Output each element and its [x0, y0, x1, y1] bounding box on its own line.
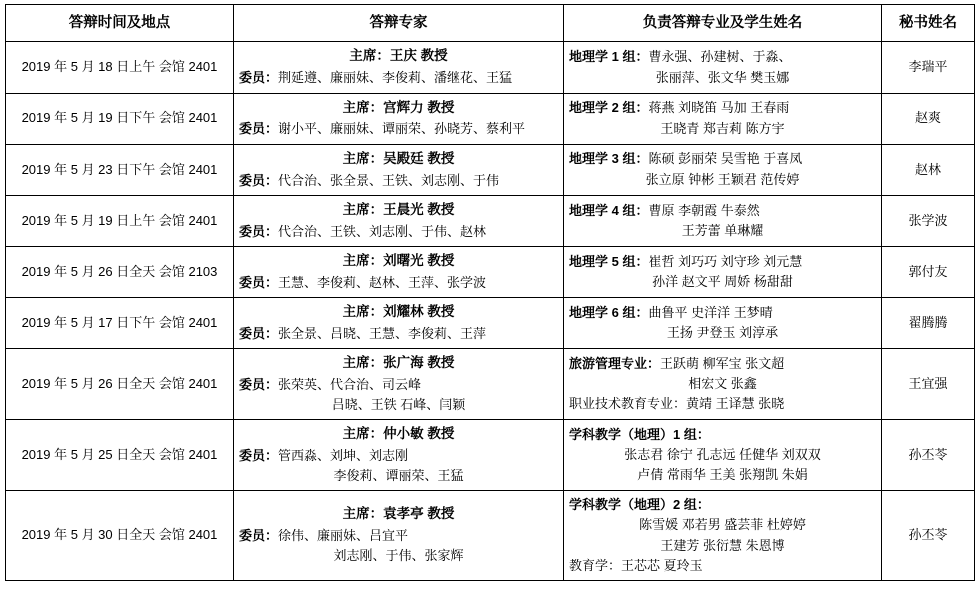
table-body — [6, 42, 975, 580]
members-names: 徐伟、廉丽妹、吕宜平 — [278, 528, 409, 544]
major-student-line: 陈雪媛 邓若男 盛芸菲 杜婷婷 — [639, 517, 806, 533]
members-label: 委员： — [239, 447, 279, 463]
cell-time: 2019 年 5 月 30 日全天 会馆 2401 — [6, 491, 234, 581]
expert-members — [239, 222, 558, 242]
expert-members — [239, 324, 558, 344]
expert-chair: 主席：宫辉力 教授 — [342, 99, 455, 115]
cell-experts — [234, 348, 564, 419]
members-label: 委员： — [239, 223, 279, 239]
cell-major — [564, 93, 882, 144]
table-row — [6, 491, 975, 581]
cell-experts — [234, 246, 564, 297]
cell-experts — [234, 93, 564, 144]
cell-major — [564, 420, 882, 491]
expert-chair: 主席：张广海 教授 — [342, 354, 455, 370]
members-names: 代合治、张全景、王铁、刘志刚、于伟 — [278, 172, 500, 188]
major-student-line: 孙洋 赵文平 周娇 杨甜甜 — [652, 273, 793, 289]
major-group-label: 地理学 3 组： — [569, 151, 649, 167]
cell-secretary: 孙丕苓 — [882, 420, 975, 491]
major-extra-line — [569, 556, 876, 576]
cell-experts — [234, 144, 564, 195]
members-names: 谢小平、廉丽妹、谭丽荣、孙晓芳、蔡利平 — [278, 121, 526, 137]
members-label: 委员： — [239, 70, 279, 86]
expert-members — [239, 446, 558, 466]
major-students-inline: 王跃萌 柳军宝 张文超 — [660, 355, 785, 371]
column-header-secretary: 秘书姓名 — [882, 5, 975, 42]
cell-time: 2019 年 5 月 26 日全天 会馆 2103 — [6, 246, 234, 297]
major-students-inline: 陈硕 彭丽荣 吴雪艳 于喜凤 — [648, 151, 803, 167]
major-student-line: 王芳蕾 单琳耀 — [681, 222, 764, 238]
table-row — [6, 420, 975, 491]
major-extra-line — [569, 394, 876, 414]
major-group-label: 地理学 4 组： — [569, 202, 649, 218]
major-first-line — [569, 149, 876, 169]
expert-chair: 主席：仲小敏 教授 — [342, 426, 455, 442]
column-header-major: 负责答辩专业及学生姓名 — [564, 5, 882, 42]
members-names: 代合治、王铁、刘志刚、于伟、赵林 — [278, 223, 487, 239]
members-label: 委员： — [239, 172, 279, 188]
cell-experts — [234, 491, 564, 581]
major-student-line: 王扬 尹登玉 刘淳承 — [666, 324, 779, 340]
cell-major — [564, 42, 882, 93]
major-first-line — [569, 201, 876, 221]
cell-major — [564, 297, 882, 348]
cell-major — [564, 491, 882, 581]
major-first-line — [569, 495, 876, 515]
expert-chair: 主席：袁孝亭 教授 — [342, 506, 455, 522]
major-student-line: 卢倩 常雨华 王美 张翔凯 朱娟 — [637, 467, 808, 483]
expert-members — [239, 119, 558, 139]
expert-chair: 主席：王晨光 教授 — [342, 201, 455, 217]
table-row — [6, 348, 975, 419]
major-extra-label: 教育学： — [569, 557, 622, 573]
major-first-line — [569, 354, 876, 374]
major-students-inline: 曹永强、孙建树、于淼、 — [648, 49, 792, 65]
major-first-line — [569, 98, 876, 118]
cell-major — [564, 348, 882, 419]
major-student-line: 相宏文 张鑫 — [688, 375, 757, 391]
cell-time: 2019 年 5 月 23 日下午 会馆 2401 — [6, 144, 234, 195]
cell-major — [564, 144, 882, 195]
expert-members-extra-line: 刘志刚、于伟、张家辉 — [333, 548, 464, 564]
column-header-time: 答辩时间及地点 — [6, 5, 234, 42]
cell-secretary: 赵林 — [882, 144, 975, 195]
members-label: 委员： — [239, 528, 279, 544]
major-group-label: 地理学 1 组： — [569, 49, 649, 65]
major-student-line: 张立原 钟彬 王颖君 范传婷 — [645, 171, 800, 187]
cell-secretary: 李瑞平 — [882, 42, 975, 93]
cell-secretary: 孙丕苓 — [882, 491, 975, 581]
members-names: 管西淼、刘坤、刘志刚 — [278, 447, 409, 463]
major-extra-label: 职业技术教育专业： — [569, 396, 687, 412]
expert-chair: 主席：吴殿廷 教授 — [342, 150, 455, 166]
members-names: 王慧、李俊莉、赵林、王萍、张学波 — [278, 274, 487, 290]
members-label: 委员： — [239, 274, 279, 290]
cell-experts — [234, 42, 564, 93]
expert-members — [239, 171, 558, 191]
members-names: 张全景、吕晓、王慧、李俊莉、王萍 — [278, 325, 487, 341]
major-student-line: 王晓青 郑吉莉 陈方宇 — [660, 120, 785, 136]
members-names: 张荣英、代合治、司云峰 — [278, 376, 422, 392]
cell-experts — [234, 195, 564, 246]
cell-secretary: 郭付友 — [882, 246, 975, 297]
cell-major — [564, 195, 882, 246]
cell-time: 2019 年 5 月 17 日下午 会馆 2401 — [6, 297, 234, 348]
major-group-label: 学科教学（地理）1 组： — [569, 426, 710, 442]
expert-chair: 主席：刘耀林 教授 — [342, 303, 455, 319]
cell-secretary: 王宜强 — [882, 348, 975, 419]
major-group-label: 学科教学（地理）2 组： — [569, 497, 710, 513]
major-students-inline: 崔哲 刘巧巧 刘守珍 刘元慧 — [648, 253, 803, 269]
major-extra-students: 黄靖 王译慧 张晓 — [686, 396, 785, 412]
major-student-line: 张丽萍、张文华 樊玉娜 — [655, 69, 790, 85]
expert-chair: 主席：刘曙光 教授 — [342, 252, 455, 268]
expert-members — [239, 68, 558, 88]
major-group-label: 地理学 2 组： — [569, 100, 649, 116]
cell-time: 2019 年 5 月 19 日下午 会馆 2401 — [6, 93, 234, 144]
cell-time: 2019 年 5 月 19 日上午 会馆 2401 — [6, 195, 234, 246]
major-students-inline: 曹原 李朝霞 牛泰然 — [648, 202, 760, 218]
table-row — [6, 195, 975, 246]
cell-secretary: 赵爽 — [882, 93, 975, 144]
major-student-line: 王建芳 张衍慧 朱恩博 — [660, 537, 785, 553]
table-row — [6, 297, 975, 348]
cell-time: 2019 年 5 月 18 日上午 会馆 2401 — [6, 42, 234, 93]
table-row — [6, 144, 975, 195]
members-label: 委员： — [239, 325, 279, 341]
table-row — [6, 246, 975, 297]
table-row — [6, 93, 975, 144]
cell-major — [564, 246, 882, 297]
major-first-line — [569, 303, 876, 323]
major-students-inline: 蒋燕 刘晓笛 马加 王春雨 — [648, 100, 790, 116]
table-header-row — [6, 5, 975, 42]
members-names: 荆延遵、廉丽妹、李俊莉、潘继花、王猛 — [278, 70, 513, 86]
members-label: 委员： — [239, 121, 279, 137]
major-group-label: 地理学 6 组： — [569, 304, 649, 320]
defense-schedule-table — [5, 4, 975, 581]
members-label: 委员： — [239, 376, 279, 392]
expert-chair: 主席：王庆 教授 — [349, 48, 448, 64]
cell-experts — [234, 297, 564, 348]
major-first-line — [569, 425, 876, 445]
cell-time: 2019 年 5 月 26 日全天 会馆 2401 — [6, 348, 234, 419]
major-students-inline: 曲鲁平 史洋洋 王梦晴 — [648, 304, 773, 320]
cell-secretary: 翟腾腾 — [882, 297, 975, 348]
major-group-label: 地理学 5 组： — [569, 253, 649, 269]
major-extra-students: 王芯芯 夏玲玉 — [621, 557, 703, 573]
major-first-line — [569, 252, 876, 272]
expert-members — [239, 526, 558, 546]
major-first-line — [569, 47, 876, 67]
cell-experts — [234, 420, 564, 491]
major-student-line: 张志君 徐宁 孔志远 任健华 刘双双 — [624, 447, 821, 463]
cell-time: 2019 年 5 月 25 日全天 会馆 2401 — [6, 420, 234, 491]
expert-members-extra-line: 李俊莉、谭丽荣、王猛 — [333, 468, 464, 484]
column-header-experts: 答辩专家 — [234, 5, 564, 42]
table-row — [6, 42, 975, 93]
expert-members-extra-line: 吕晓、王铁 石峰、闫颖 — [331, 396, 466, 412]
expert-members — [239, 375, 558, 395]
cell-secretary: 张学波 — [882, 195, 975, 246]
expert-members — [239, 273, 558, 293]
major-group-label: 旅游管理专业： — [569, 355, 661, 371]
